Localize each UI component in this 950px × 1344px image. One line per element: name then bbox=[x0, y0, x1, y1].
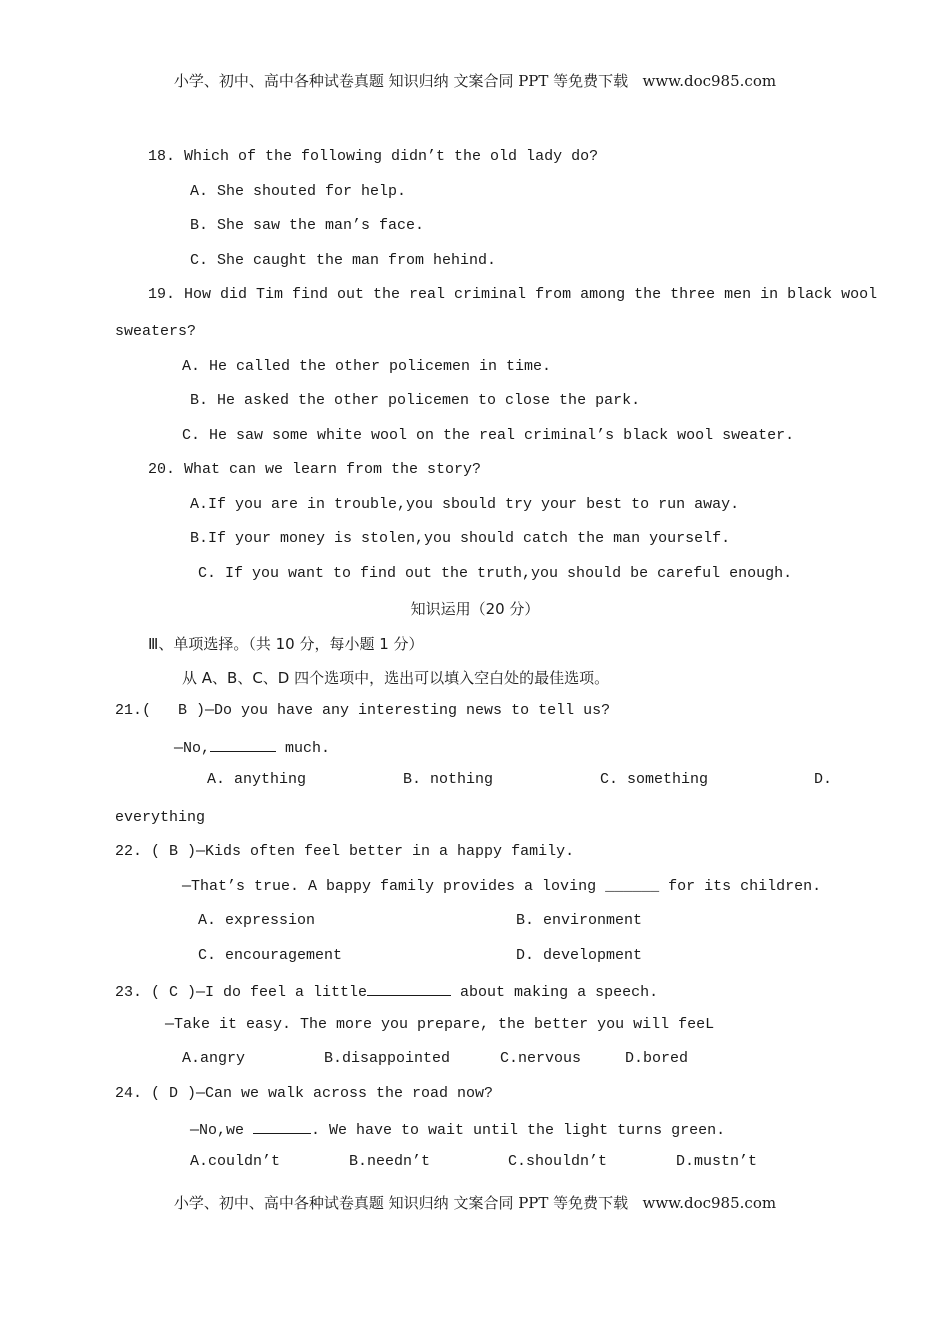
q24-option-c: C.shouldn’t bbox=[508, 1153, 608, 1170]
q23-option-b: B.disappointed bbox=[324, 1050, 451, 1067]
q23-stem-end: about making a speech. bbox=[451, 984, 659, 1001]
q23-option-c: C.nervous bbox=[500, 1050, 582, 1067]
q20-option-b: B.If your money is stolen,you should catch the man yourself. bbox=[190, 530, 731, 547]
answer-blank bbox=[210, 737, 276, 752]
q21-option-d-label: D. bbox=[814, 771, 833, 788]
q21-option-d-text: everything bbox=[115, 809, 206, 826]
q23-option-a: A.angry bbox=[182, 1050, 246, 1067]
q22-option-a: A. expression bbox=[198, 912, 316, 929]
part-heading: Ⅲ、单项选择。（共 10 分，每小题 1 分） bbox=[148, 635, 424, 653]
page-header: 小学、初中、高中各种试卷真题 知识归纳 文案合同 PPT 等免费下载 www.doc985.com bbox=[173, 72, 777, 90]
q19-option-a: A. He called the other policemen in time. bbox=[182, 358, 552, 375]
q21-reply-end: much. bbox=[276, 740, 331, 757]
answer-blank bbox=[367, 981, 451, 996]
q19-option-b: B. He asked the other policemen to close the park. bbox=[190, 392, 641, 409]
q24-option-d: D.mustn’t bbox=[676, 1153, 758, 1170]
q21-reply-start: —No, bbox=[174, 740, 211, 757]
q23-option-d: D.bored bbox=[625, 1050, 689, 1067]
q24-option-a: A.couldn’t bbox=[190, 1153, 281, 1170]
q22-option-d: D. development bbox=[516, 947, 643, 964]
q21-stem: 21.( B )—Do you have any interesting news to tell us? bbox=[115, 702, 611, 719]
answer-blank bbox=[253, 1119, 311, 1134]
q18-option-a: A. She shouted for help. bbox=[190, 183, 407, 200]
q21-reply bbox=[174, 737, 330, 757]
q24-stem: 24. ( D )—Can we walk across the road now? bbox=[115, 1085, 494, 1102]
q18-option-b: B. She saw the man’s face. bbox=[190, 217, 425, 234]
page-footer: 小学、初中、高中各种试卷真题 知识归纳 文案合同 PPT 等免费下载 www.doc985.com bbox=[173, 1194, 777, 1212]
q24-reply-end: . We have to wait until the light turns green. bbox=[311, 1122, 726, 1139]
q18-stem: 18. Which of the following didn’t the old lady do? bbox=[148, 148, 599, 165]
q23-stem-start: 23. ( C )—I do feel a little bbox=[115, 984, 368, 1001]
q20-option-a: A.If you are in trouble,you sbould try your best to run away. bbox=[190, 496, 740, 513]
q21-option-b: B. nothing bbox=[403, 771, 494, 788]
q19-option-c: C. He saw some white wool on the real criminal’s black wool sweater. bbox=[182, 427, 795, 444]
q24-option-b: B.needn’t bbox=[349, 1153, 431, 1170]
q19-stem: 19. How did Tim find out the real criminal from among the three men in black wool bbox=[148, 286, 878, 303]
q20-stem: 20. What can we learn from the story? bbox=[148, 461, 482, 478]
q18-option-c: C. She caught the man from hehind. bbox=[190, 252, 497, 269]
part-instruction: 从 A、B、C、D 四个选项中，选出可以填入空白处的最佳选项。 bbox=[182, 669, 610, 687]
q23-stem bbox=[115, 981, 658, 1001]
q21-option-a: A. anything bbox=[207, 771, 307, 788]
q22-option-c: C. encouragement bbox=[198, 947, 343, 964]
section-title: 知识运用（20 分） bbox=[410, 600, 540, 618]
q24-reply bbox=[190, 1119, 725, 1139]
q21-option-c: C. something bbox=[600, 771, 709, 788]
q22-reply: —That’s true. A bappy family provides a loving ______ for its children. bbox=[182, 878, 822, 895]
q24-reply-start: —No,we bbox=[190, 1122, 254, 1139]
q20-option-c: C. If you want to find out the truth,you should be careful enough. bbox=[198, 565, 793, 582]
q19-stem-continued: sweaters? bbox=[115, 323, 197, 340]
q22-option-b: B. environment bbox=[516, 912, 643, 929]
q22-stem: 22. ( B )—Kids often feel better in a happy family. bbox=[115, 843, 575, 860]
q23-reply: —Take it easy. The more you prepare, the better you will feeL bbox=[165, 1016, 715, 1033]
